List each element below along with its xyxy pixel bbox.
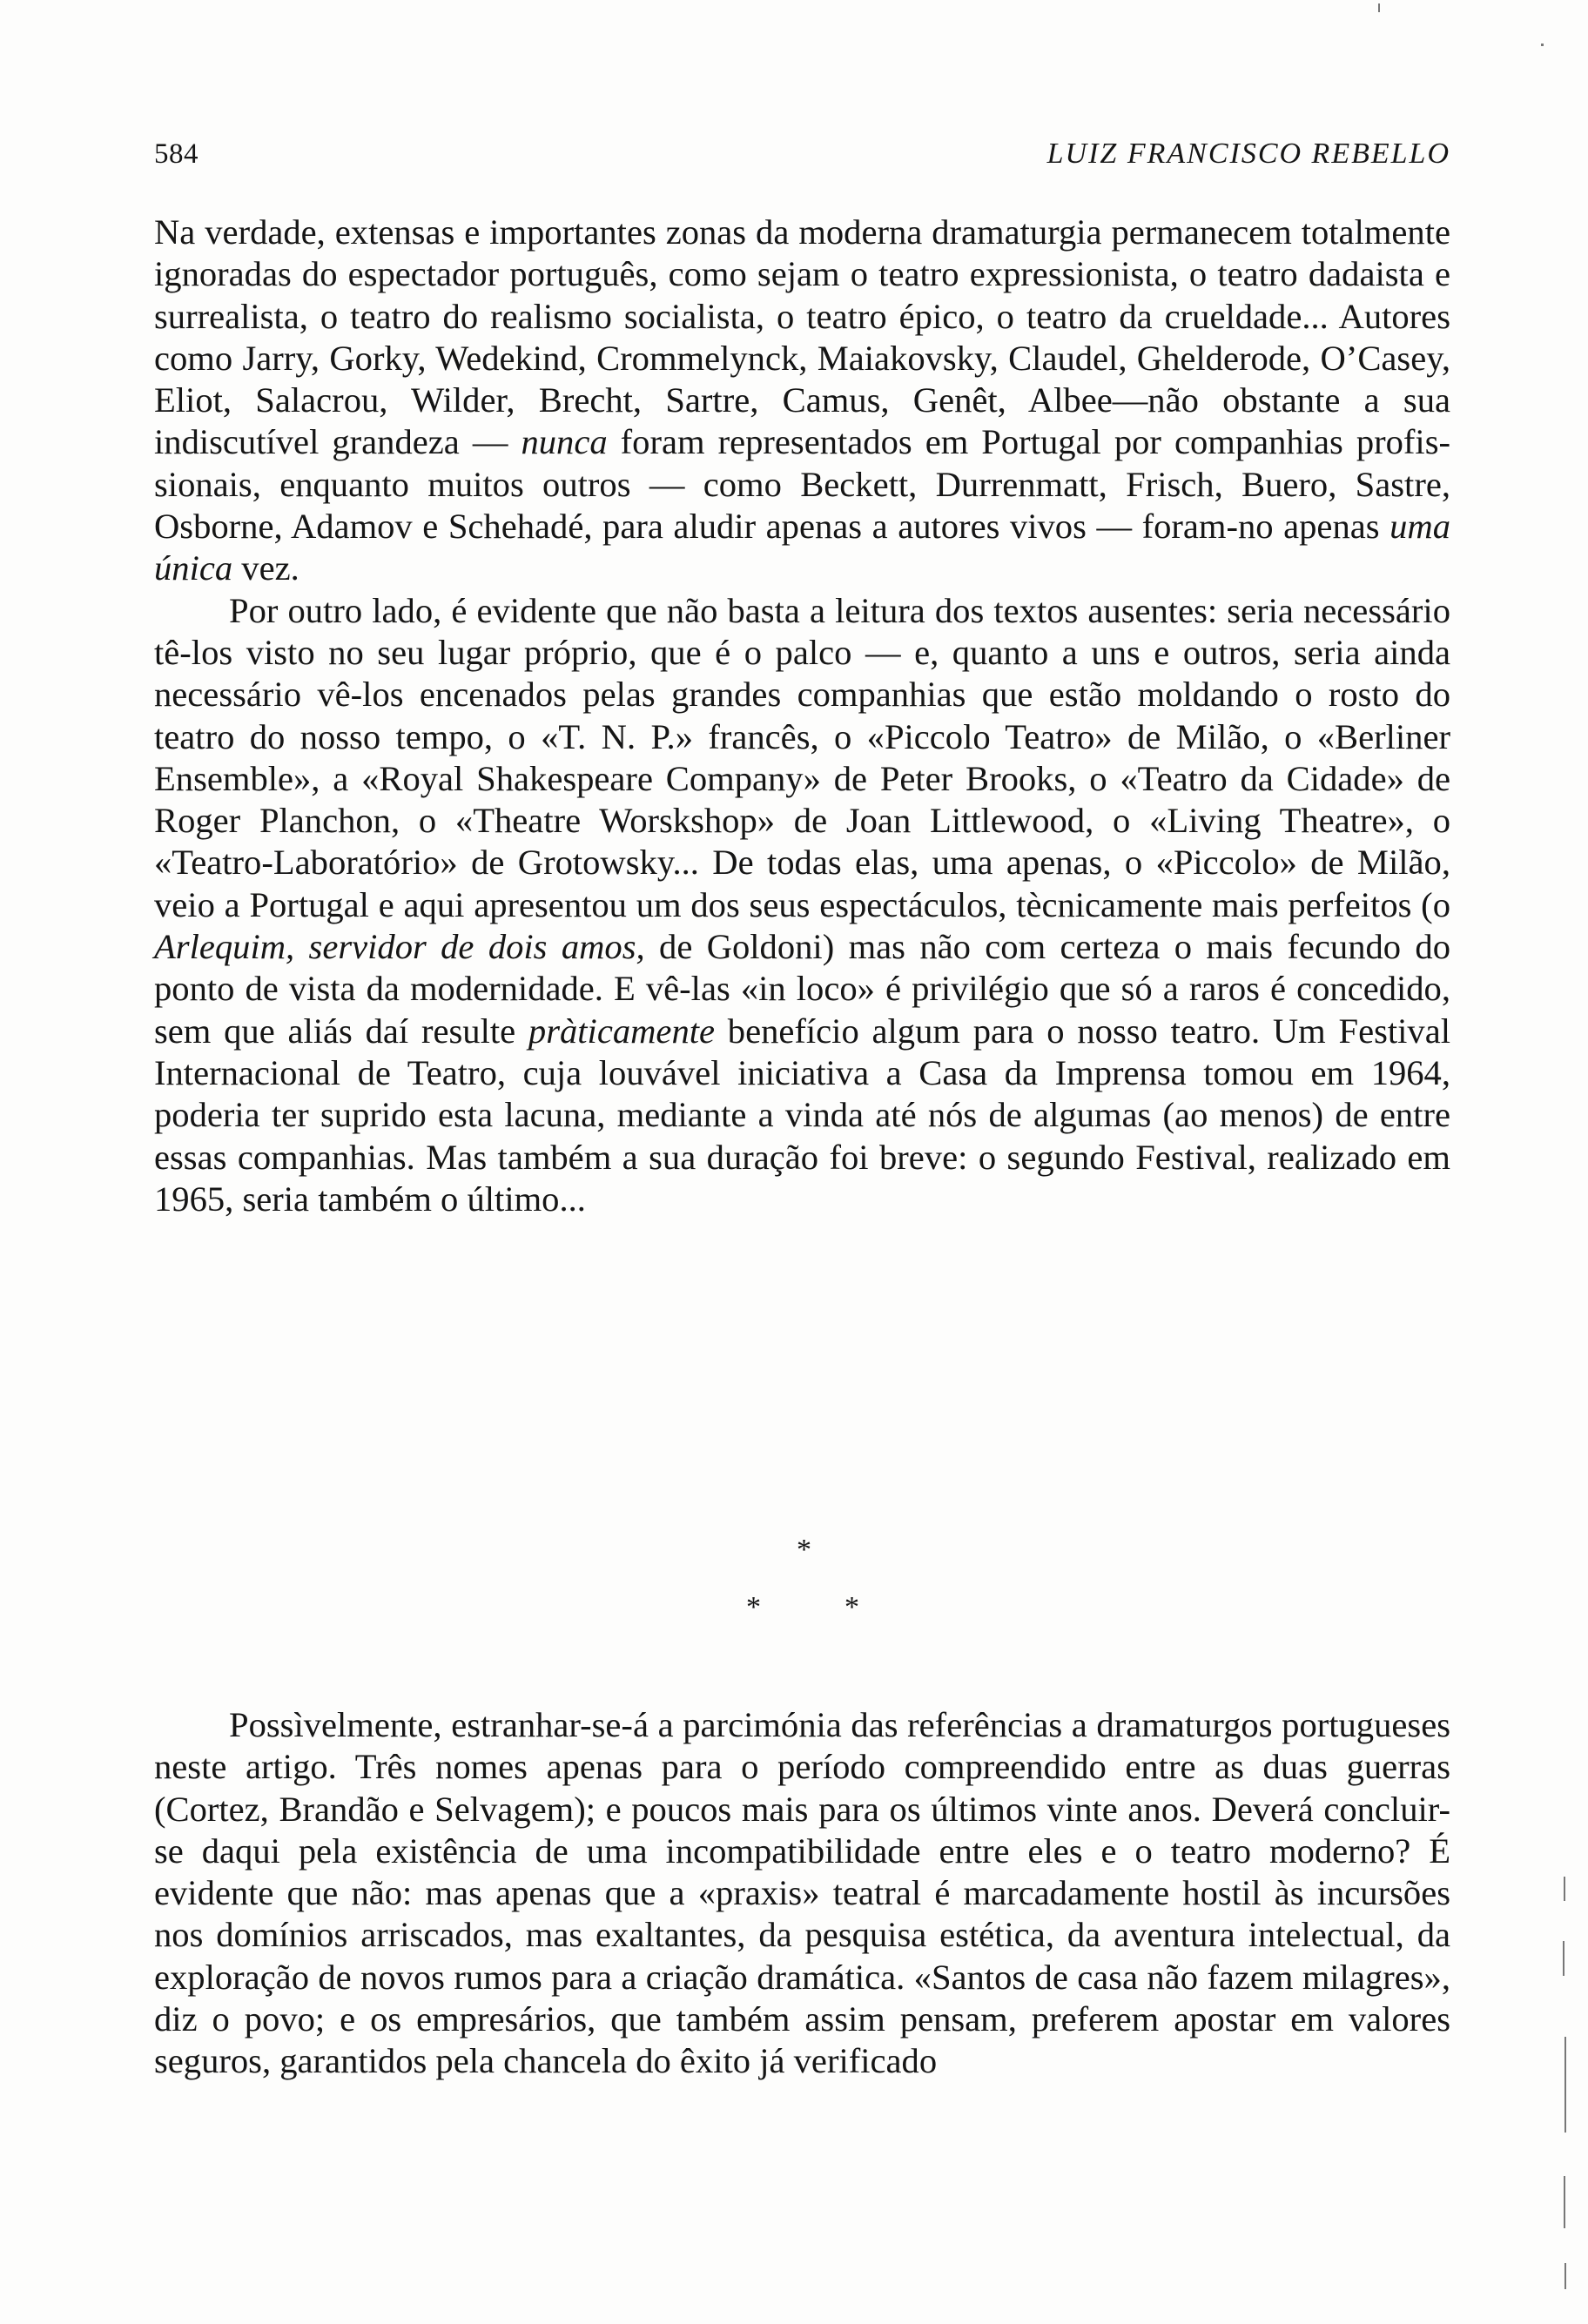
paragraph-1-text-c: vez. [232, 548, 299, 588]
scan-speck [1564, 2263, 1566, 2289]
page-number: 584 [154, 138, 198, 170]
scan-speck [1378, 3, 1380, 12]
paragraph-2-text-a: Por outro lado, é evidente que não basta a leitura dos textos ausentes: seria necessário tê-los visto no seu lugar próprio, que é o palco — e, quanto a uns e outros, seria ainda necessário vê-los encenados pelas grandes companhias que estão moldando o rosto do teatro do nosso tempo, o «T. N. P.» francês, o «Piccolo Teatro» de Milão, o «Berliner Ensemble», a «Royal Shakespeare Company» de Peter Brooks, o «Teatro da Cidade» de Roger Planchon, o «Theatre Worskshop» de Joan Littlewood, o «Living Theatre», o «Teatro-Laboratório» de Grotowsky... De todas elas, uma apenas, o «Piccolo» de Milão, veio a Portugal e aqui apresentou um dos seus espectáculos, tècnicamente mais perfeitos (o [154, 590, 1450, 924]
second-section-text-block [154, 1704, 1450, 2083]
scan-speck [1563, 1941, 1564, 1976]
paragraph-1-emphasis-nunca: nunca [521, 422, 608, 462]
asterisk-bottom-left: * [746, 1591, 761, 1623]
section-divider-asterism [0, 1534, 1588, 1629]
paragraph-1 [154, 212, 1450, 590]
running-head: LUIZ FRANCISCO REBELLO [1046, 138, 1450, 170]
paragraph-3-text: Possìvelmente, estranhar-se-á a parcimónia das referências a dramaturgos portugueses neste artigo. Três nomes apenas para o período compreendido entre as duas guerras (Cortez, Brandão e Selvagem); e poucos mais para os últimos vinte anos. Deverá concluir-se daqui pela existência de uma incompatibilidade entre eles e o teatro moderno? É evidente que não: mas apenas que a «praxis» teatral é marcadamente hostil às incursões nos domínios arriscados, mas exaltantes, da pesquisa estética, da aventura intelectual, da exploração de novos rumos para a criação dramática. «Santos de casa não fazem milagres», diz o povo; e os empresários, que também assim pensam, preferem apostar em valores seguros, garantidos pela chancela do êxito já verificado [154, 1705, 1450, 2081]
paragraph-1-emphasis-uma-unica: uma única [154, 507, 1450, 588]
page-header [154, 138, 1450, 186]
paragraph-2-emphasis-praticamente: pràticamente [528, 1011, 716, 1051]
asterisk-bottom-right: * [844, 1591, 859, 1623]
paragraph-2-text-b: de Goldoni) mas não com certeza o mais fecundo do ponto de vista da modernidade. E vê-las «in loco» é privilégio que só a raros é concedido, sem que aliás daí resulte [154, 927, 1451, 1051]
asterisk-top: * [797, 1534, 811, 1566]
main-text-block [154, 212, 1450, 1220]
paragraph-2-text-c: benefício algum para o nosso teatro. Um Festival Internacional de Teatro, cuja louvável iniciativa a Casa da Imprensa tomou em 1964, poderia ter suprido esta lacuna, mediante a vinda até nós de algumas (ao menos) de entre essas companhias. Mas também a sua duração foi breve: o segundo Festival, realizado em 1965, seria também o último... [154, 1011, 1450, 1219]
scan-speck [1564, 2037, 1566, 2133]
scan-speck [1564, 2176, 1565, 2228]
scan-speck [1564, 1877, 1565, 1901]
scan-speck [1541, 44, 1544, 46]
paragraph-1-text-a: Na verdade, extensas e importantes zonas da moderna dramaturgia permanecem totalmente ignoradas do espectador português, como sejam o teatro expressionista, o teatro dadaista e surrealista, o teatro do realismo socialista, o teatro épico, o teatro da crueldade... Autores como Jarry, Gorky, Wedekind, Crommelynck, Maiakovsky, Claudel, Ghelderode, O’Casey, Eliot, Salacrou, Wilder, Brecht, Sartre, Camus, Genêt, Albee—não obstante a sua indiscutível grandeza — [154, 212, 1450, 462]
paragraph-2 [154, 590, 1450, 1220]
paragraph-2-emphasis-title: Arlequim, servidor de dois amos, [154, 927, 645, 967]
paragraph-3 [154, 1704, 1450, 2083]
paragraph-1-text-b: foram representados em Portugal por companhias profissionais, enquanto muitos outros — como Beckett, Durrenmatt, Frisch, Buero, Sastre, Osborne, Adamov e Schehadé, para aludir apenas a autores vivos — foram-no apenas [154, 422, 1451, 547]
